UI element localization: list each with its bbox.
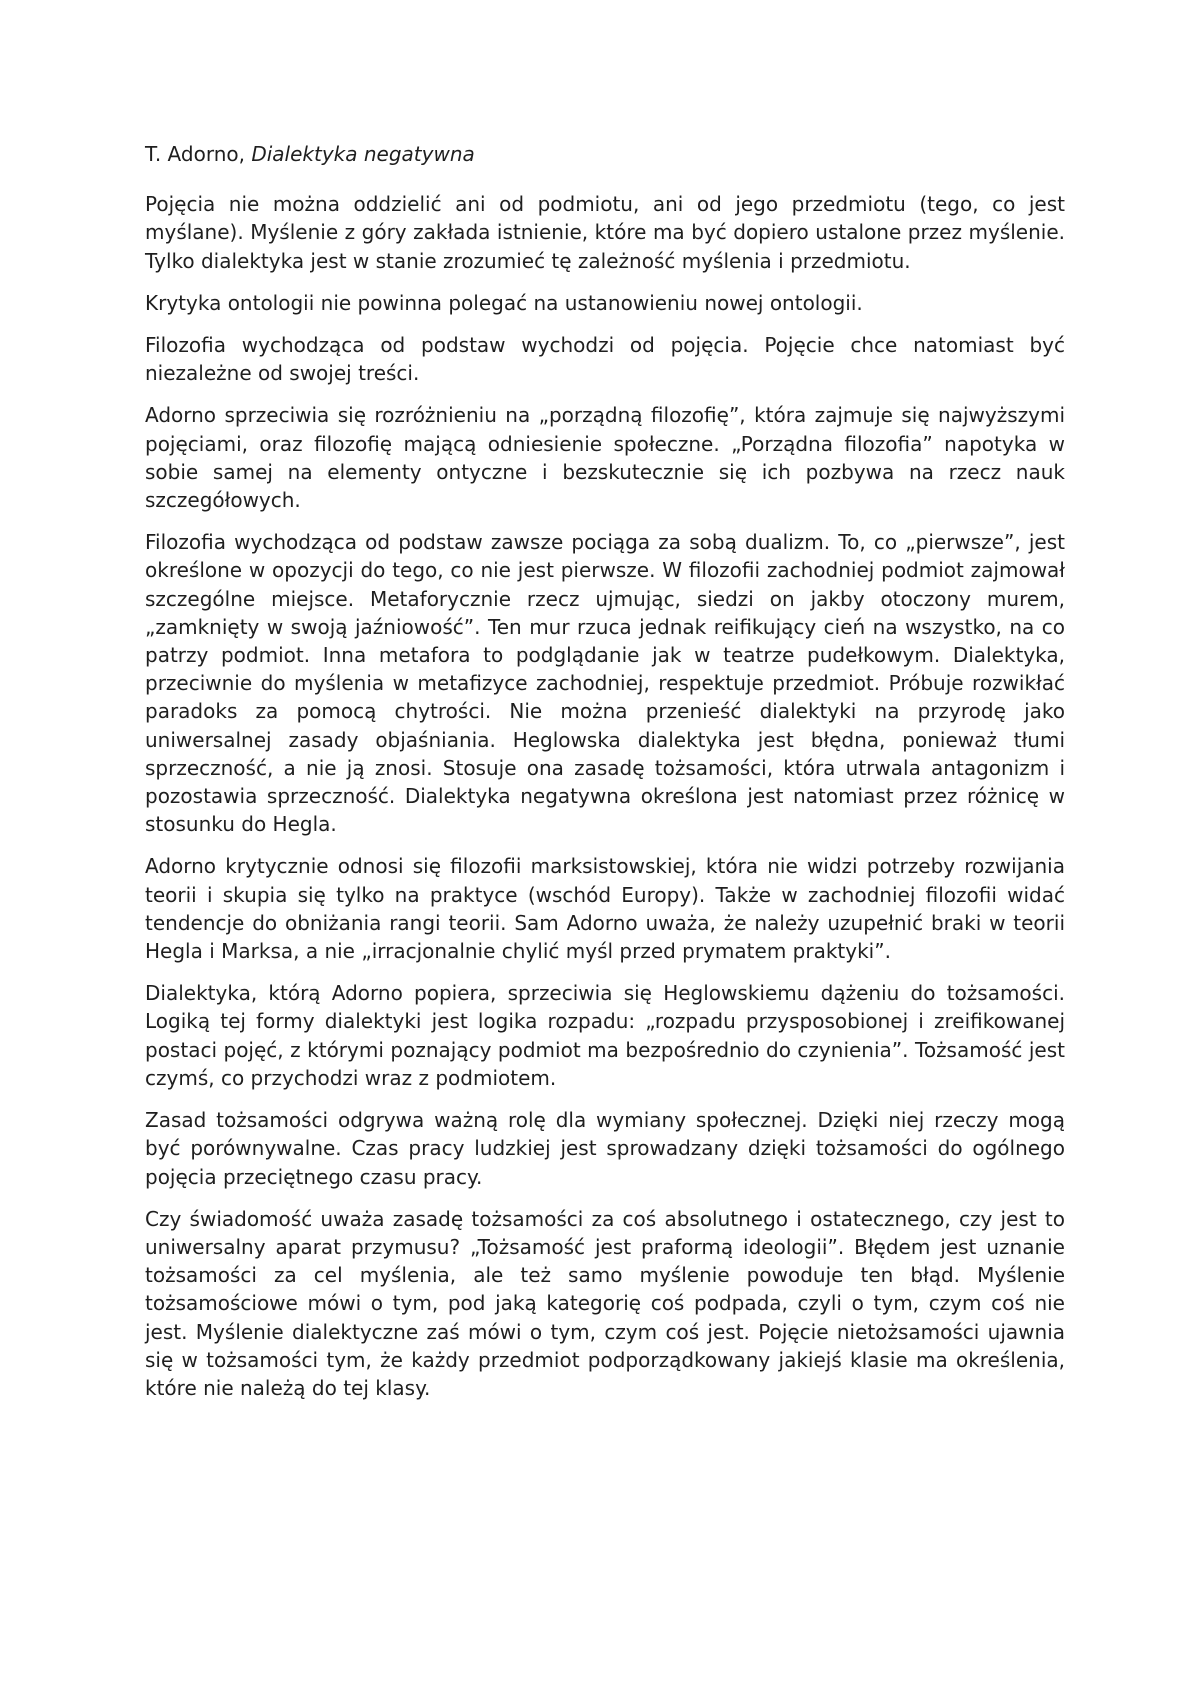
title-work: Dialektyka negatywna [251,142,475,166]
document-title [145,140,1065,168]
paragraph-7: Dialektyka, którą Adorno popiera, sprzeciwia się Heglowskiemu dążeniu do tożsamości. Logiką tej formy dialektyki jest logika rozpadu: „rozpadu przysposobionej i zreifikowanej postaci pojęć, z którymi poznający podmiot ma bezpośrednio do czynienia”. Tożsamość jest czymś, co przychodzi wraz z podmiotem. [145,981,1065,1090]
paragraph-1: Pojęcia nie można oddzielić ani od podmiotu, ani od jego przedmiotu (tego, co jest myślane). Myślenie z góry zakłada istnienie, które ma być dopiero ustalone przez myślenie. Tylko dialektyka jest w stanie zrozumieć tę zależność myślenia i przedmiotu. [145,192,1065,273]
paragraph-3: Filozofia wychodząca od podstaw wychodzi od pojęcia. Pojęcie chce natomiast być niezależne od swojej treści. [145,333,1065,386]
paragraph-9: Czy świadomość uważa zasadę tożsamości za coś absolutnego i ostatecznego, czy jest to uniwersalny aparat przymusu? „Tożsamość jest praformą ideologii”. Błędem jest uznanie tożsamości za cel myślenia, ale też samo myślenie powoduje ten błąd. Myślenie tożsamościowe mówi o tym, pod jaką kategorię coś podpada, czyli o tym, czym coś nie jest. Myślenie dialektyczne zaś mówi o tym, czym coś jest. Pojęcie nietożsamości ujawnia się w tożsamości tym, że każdy przedmiot podporządkowany jakiejś klasie ma określenia, które nie należą do tej klasy. [145,1206,1065,1400]
document-page [145,140,1065,1416]
paragraph-8: Zasad tożsamości odgrywa ważną rolę dla wymiany społecznej. Dzięki niej rzeczy mogą być porównywalne. Czas pracy ludzkiej jest sprowadzany dzięki tożsamości do ogólnego pojęcia przeciętnego czasu pracy. [145,1108,1065,1189]
paragraph-2: Krytyka ontologii nie powinna polegać na ustanowieniu nowej ontologii. [145,290,863,315]
title-author: T. Adorno, [145,142,252,166]
paragraph-5: Filozofia wychodząca od podstaw zawsze pociąga za sobą dualizm. To, co „pierwsze”, jest określone w opozycji do tego, co nie jest pierwsze. W filozofii zachodniej podmiot zajmował szczególne miejsce. Metaforycznie rzecz ujmując, siedzi on jakby otoczony murem, „zamknięty w swoją jaźniowość”. Ten mur rzuca jednak reifikujący cień na wszystko, na co patrzy podmiot. Inna metafora to podglądanie jak w teatrze pudełkowym. Dialektyka, przeciwnie do myślenia w metafizyce zachodniej, respektuje przedmiot. Próbuje rozwikłać paradoks za pomocą chytrości. Nie można przenieść dialektyki na przyrodę jako uniwersalnej zasady objaśniania. Heglowska dialektyka jest błędna, ponieważ tłumi sprzeczność, a nie ją znosi. Stosuje ona zasadę tożsamości, która utrwala antagonizm i pozostawia sprzeczność. Dialektyka negatywna określona jest natomiast przez różnicę w stosunku do Hegla. [145,530,1065,837]
paragraph-4: Adorno sprzeciwia się rozróżnieniu na „porządną filozofię”, która zajmuje się najwyższymi pojęciami, oraz filozofię mającą odniesienie społeczne. „Porządna filozofia” napotyka w sobie samej na elementy ontyczne i bezskutecznie się ich pozbywa na rzecz nauk szczegółowych. [145,403,1065,513]
paragraph-6: Adorno krytycznie odnosi się filozofii marksistowskiej, która nie widzi potrzeby rozwijania teorii i skupia się tylko na praktyce (wschód Europy). Także w zachodniej filozofii widać tendencje do obniżania rangi teorii. Sam Adorno uważa, że należy uzupełnić braki w teorii Hegla i Marksa, a nie „irracjonalnie chylić myśl przed prymatem praktyki”. [145,854,1065,964]
